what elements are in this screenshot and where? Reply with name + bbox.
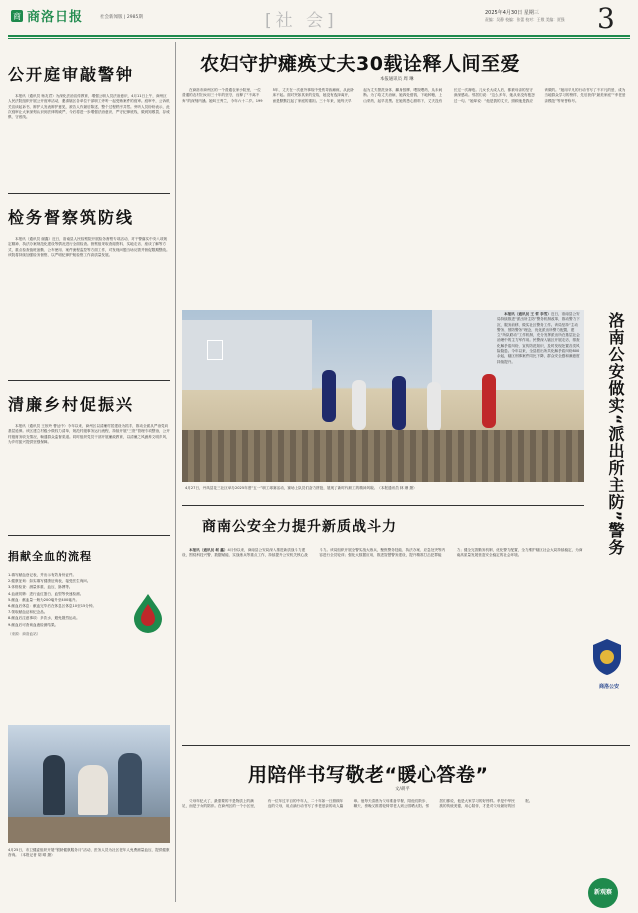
newspaper-logo	[10, 6, 83, 25]
article-title: 清廉乡村促振兴	[8, 395, 135, 414]
step-item: 4.血液初筛：进行血红蛋白、血型等快速检测。	[8, 591, 84, 596]
article-title: 检务督察筑防线	[8, 208, 135, 227]
article-inspection	[8, 205, 170, 373]
source-note: （来源：商洛血站）	[8, 631, 41, 636]
office-info: 社会新闻版 | 2985期	[100, 15, 143, 20]
photo-player	[352, 380, 366, 430]
step-item: 1.填写献血登记表，并出示有效身份证件。	[8, 573, 77, 577]
article-body: 本报讯（通讯员 王欣玲 曹达中）今年以来，商州区以清廉村居建设为抓手，推动全面从严治党向基层延伸。该区建立村级小微权力清单，规范村级事务运行流程，持续开展“三资”管理专项整治，公开村级财务收支情况，畅通群众监督渠道。同时组织党员干部开展廉政教育，以清廉之风涵养文明乡风，为乡村振兴提供坚强保障。	[8, 424, 170, 444]
basketball-hoop	[207, 340, 223, 360]
photo-caption: 4月27日，丹凤县花三社区举办2025年度“五一”职工球赛活动，赛场上队员们奋力拼抢，展现了新时代职工的精神风貌。（本报通讯员 林 珊 摄）	[185, 486, 417, 490]
corner-badge-label: 新观察	[593, 889, 612, 896]
masthead	[0, 0, 638, 40]
police-badge-icon	[590, 637, 624, 677]
blood-station-logo	[126, 590, 170, 648]
step-item: 8.献血后注意事项：多饮水，避免剧烈运动。	[8, 616, 80, 621]
photo-player	[392, 376, 406, 430]
article-body: 本报讯（通讯员 杨友君）为深化法治宣传教育，增强公职人员法治意识，4月11日上午，商州区人民法院组织开展公开庭审活动，邀请辖区各单位干部职工旁听一起受贿案件的庭审。庭审中，公诉机关宣读起诉书，辩护人发表辩护意见，被告人作最后陈述，整个过程秩序井然。旁听人员纷纷表示，此次庭审让大家深刻认识到法律的威严，今后将进一步增强法治意识，严守纪律底线，做到知敬畏、存戒惧、守底线。	[8, 94, 170, 120]
steps-list	[8, 572, 118, 637]
step-item: 9.献血后可查询血液检测结果。	[8, 622, 59, 627]
feature-headline: 农妇守护瘫痪丈夫30载诠释人间至爱	[200, 53, 520, 75]
divider	[182, 745, 630, 746]
issue-date: 2025年4月30日 星期三	[485, 10, 539, 16]
photo-ground	[8, 817, 170, 843]
badge-text: 商洛公安	[598, 684, 619, 690]
article-clean-village	[8, 392, 170, 536]
article-title: 公开庭审敲警钟	[8, 65, 135, 84]
step-item: 2.健康征询：如实填写健康征询表，接受医生询问。	[8, 579, 91, 584]
article-text: 4月份以来，商南县公安局深入推进新质战斗力建设，围绕科技兴警、数据赋能、实战练兵等重点工作，持续提升公安机关核心战斗力。该局组织开展全警实战大练兵，聚焦警务技能、执法办案、应急处突等内容进行全员轮训；强化大数据应用，推进智慧警务建设，提升精准打击犯罪能力；健全完善勤务机制，优化警力配置，全力维护辖区社会大局持续稳定，为商南高质量发展营造安全稳定的社会环境。	[182, 548, 583, 558]
article-public-trial	[8, 62, 170, 208]
divider	[8, 193, 170, 194]
photo-figure	[43, 755, 65, 815]
article-body: 本报讯（通讯员 谢鑫）近日，洛南县人民检察院开展检务督察专项活动，对干警落实中央八项规定精神、执法办案规范化建设等情况进行全面检查。督察组采取查阅资料、实地走访、座谈了解等方式，重点检查值班备勤、公车使用、案件流程监控等方面工作，对发现问题当场反馈并督促限期整改。该院将持续加强检务督察，以严明纪律护航检察工作高质量发展。	[8, 237, 170, 257]
photo-caption: 4月25日，市卫健委组织开展“银龄健康服务月”活动，医务人员为社区老年人免费测量血压、提供健康咨询。（本报记者 胡 晴 摄）	[8, 848, 170, 857]
step-item: 5.献血：献血量一般为200毫升至400毫升。	[8, 597, 80, 602]
photo-player	[427, 382, 441, 432]
svg-text:商: 商	[13, 11, 21, 21]
photo-building	[182, 320, 312, 390]
sidebar-byline: 本报讯（通讯员 王 哲 李雪）	[504, 312, 551, 316]
section-label: [社 会]	[265, 11, 338, 31]
step-item: 3.体格检查：测量体重、血压、脉搏等。	[8, 585, 73, 590]
logo-text: 商洛日报	[27, 10, 84, 25]
photo-figure	[118, 753, 142, 815]
step-item: 7.领取献血证和纪念品。	[8, 610, 48, 615]
newspaper-logo-icon	[10, 9, 24, 23]
page-number: 3	[597, 2, 615, 35]
photo-elderly-care	[8, 725, 170, 843]
feature2-byline: 文/胡平	[395, 787, 410, 792]
editor-credits: 责编：吴静 校编：张蕾 校对：王敬 美编：贾强	[485, 17, 565, 22]
feature2-body: 父母年纪大了，最需要的不是物质上的满足，而是子女的陪伴。在商州区的一个小区里，有一位年过半百的中年人，二十年如一日照顾年迈的父母，用点滴行动书写了孝老爱亲的动人篇章。他每天清晨为父母准备早餐，陪他们散步、聊天，傍晚又推着轮椅带老人到公园晒太阳。邻居们都说，他是大家学习的好榜样。孝是中华民族的传统美德，用心陪伴，才是对父母最好的回报。	[182, 799, 533, 809]
article-byline: 本报讯（通讯员 柯 鑫）	[189, 548, 228, 552]
sidebar-body	[497, 312, 581, 638]
feature2-headline: 用陪伴书写敬老“暖心答卷”	[248, 764, 489, 786]
divider	[8, 535, 170, 536]
header-rule	[8, 35, 630, 37]
article-blood-donation	[8, 548, 170, 637]
article-title: 商南公安全力提升新质战斗力	[202, 519, 397, 535]
feature-body: 在商洛市商州区的一个普通农家小院里，一位普通的农村妇女用三十年的坚守，诠释了“不离不弃”的深刻内涵。她叫王秀兰，今年六十二岁。1995年，丈夫在一次意外事故中受伤导致瘫痪，从此卧床不起。面对突如其来的变故，她没有选择离开，而是默默扛起了家庭的重担。三十年来，她每天早起为丈夫擦洗身体、翻身按摩、喂饭喂药，从未间断。为了给丈夫治病，她四处借钱，下地种粮，上山采药，起早贪黑。在她的悉心照料下，丈夫没有长过一次褥疮。儿女长大成人后，都被母亲的坚守深深感动。邻居们说：“这么多年，她从来没有抱怨过一句。”她却说：“他是我的丈夫，照顾他是我应该做的。”她用平凡的行动书写了不平凡的爱，成为当地群众学习的榜样，先后获得“最美家庭”“孝老爱亲模范”等荣誉称号。	[182, 88, 626, 103]
divider	[8, 380, 170, 381]
sidebar-text: 近日，洛南县公安局持续推进“派出所主防”警务机制改革，推动警力下沉、服务前移，做实社区警务工作。该局坚持“主动警务、预防警务”理念，优化派出所警力配置，建立“所队联动”工作机制，充分发挥派出所在基层社会治理中的主力军作用。民警深入辖区开展走访，排查化解矛盾纠纷，宣传防范知识，及时发现处置各类风险隐患。今年以来，全县派出所共化解矛盾纠纷800余起，辖区刑事案件同比下降，群众安全感和满意度持续提升。	[497, 312, 580, 364]
photo-player	[482, 374, 496, 428]
feature-byline: 本报通讯员 周 琳	[380, 77, 414, 82]
article-title: 捐献全血的流程	[8, 550, 92, 563]
sidebar-headline: 洛南公安做实“派出所主防”警务	[606, 312, 625, 557]
photo-figure	[78, 765, 108, 815]
header-rule-thin	[8, 38, 630, 39]
column-divider	[175, 42, 176, 902]
step-item: 6.献血后休息：献血完毕后在休息区休息10至15分钟。	[8, 604, 97, 609]
police-badge	[590, 637, 628, 699]
blood-drop-icon	[126, 590, 170, 634]
corner-badge	[588, 878, 618, 908]
photo-player	[322, 370, 336, 422]
